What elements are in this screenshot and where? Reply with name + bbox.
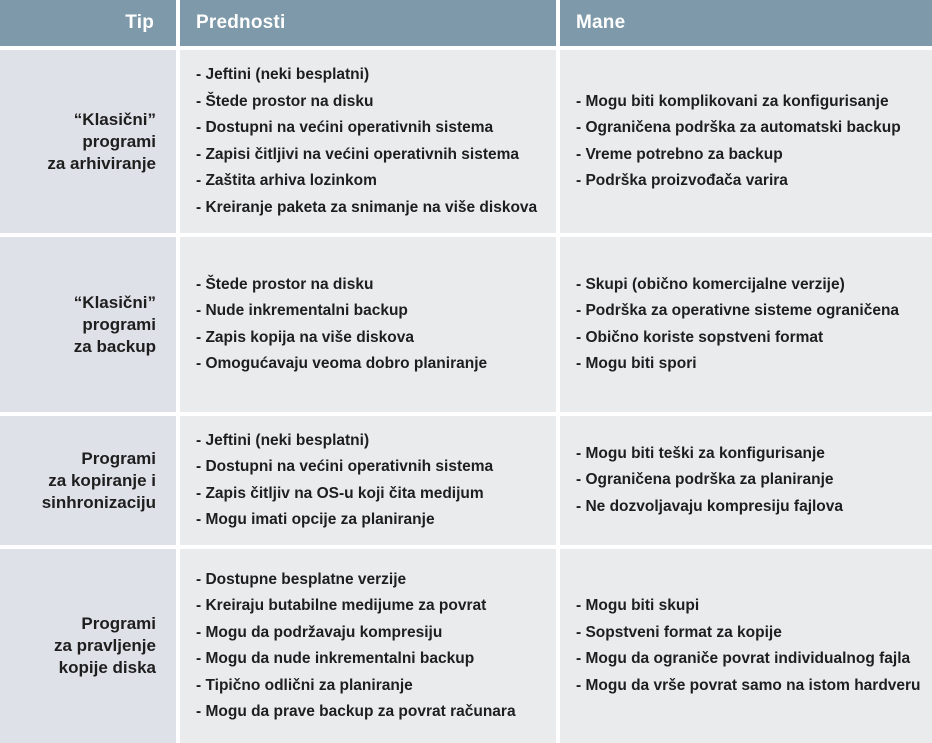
tip-line: za pravljenje (53, 636, 156, 655)
bullet-item: - Podrška proizvođača varira (576, 172, 788, 189)
tip-cell-arhiviranje (0, 50, 176, 233)
bullet-item: - Mogu biti spori (576, 355, 697, 372)
bullet-item: - Dostupni na većini operativnih sistema (196, 458, 494, 475)
bullet-item: - Nude inkrementalni backup (196, 302, 408, 319)
header-mane-label: Mane (576, 12, 626, 33)
mane-cell-arhiviranje (560, 50, 932, 233)
bullet-item: - Mogu da prave backup za povrat računara (196, 703, 516, 720)
tip-cell-backup (0, 237, 176, 412)
bullet-item: - Kreiraju butabilne medijume za povrat (196, 597, 487, 614)
bullet-item: - Ne dozvoljavaju kompresiju fajlova (576, 497, 844, 515)
header-mane (560, 0, 932, 46)
bullet-item: - Vreme potrebno za backup (576, 145, 783, 163)
tip-line: sinhronizaciju (41, 492, 156, 512)
bullet-item: - Mogu biti teški za konfigurisanje (576, 444, 825, 462)
bullet-item: - Mogu da ograniče povrat individualnog fajla (576, 650, 911, 667)
bullet-item: - Štede prostor na disku (196, 92, 374, 110)
tip-line: kopije diska (58, 658, 156, 677)
prednosti-cell-kopija-diska (180, 549, 556, 743)
header-prednosti (180, 0, 556, 46)
tip-line: Programi (81, 448, 156, 468)
bullet-item: - Dostupne besplatne verzije (196, 570, 407, 588)
tip-line: “Klasični” (73, 292, 156, 312)
bullet-item: - Ograničena podrška za planiranje (576, 471, 834, 489)
bullet-item: - Podrška za operativne sisteme ograničena (576, 302, 900, 319)
bullet-item: - Tipično odlični za planiranje (196, 676, 413, 694)
prednosti-cell-kopiranje (180, 416, 556, 545)
tip-line: “Klasični” (73, 109, 156, 129)
bullet-item: - Skupi (obično komercijalne verzije) (576, 275, 845, 293)
bullet-item: - Ograničena podrška za automatski backup (576, 119, 901, 136)
mane-cell-kopija-diska (560, 549, 932, 743)
bullet-item: - Mogu biti komplikovani za konfigurisanje (576, 92, 889, 110)
bullet-item: - Zaštita arhiva lozinkom (196, 172, 377, 189)
bullet-item: - Mogu biti skupi (576, 597, 700, 614)
bullet-item: - Jeftini (neki besplatni) (196, 66, 370, 83)
prednosti-cell-backup (180, 237, 556, 412)
mane-cell-kopiranje (560, 416, 932, 545)
tip-line: Programi (81, 614, 156, 633)
mane-cell-backup (560, 237, 932, 412)
prednosti-cell-arhiviranje (180, 50, 556, 233)
bullet-item: - Mogu da vrše povrat samo na istom hardveru (576, 676, 921, 694)
bullet-item: - Jeftini (neki besplatni) (196, 431, 370, 449)
bullet-item: - Omogućavaju veoma dobro planiranje (196, 355, 488, 372)
bullet-item: - Mogu da nude inkrementalni backup (196, 650, 475, 667)
bullet-item: - Zapis čitljiv na OS-u koji čita medijum (196, 484, 484, 502)
bullet-item: - Zapisi čitljivi na većini operativnih sistema (196, 145, 520, 163)
tip-line: za arhiviranje (47, 153, 156, 173)
tip-line: programi (82, 314, 156, 334)
tip-cell-kopiranje (0, 416, 176, 545)
bullet-item: - Mogu imati opcije za planiranje (196, 511, 435, 528)
header-tip (0, 0, 176, 46)
header-tip-label: Tip (125, 12, 154, 33)
bullet-item: - Obično koriste sopstveni format (576, 328, 824, 346)
bullet-item: - Sopstveni format za kopije (576, 623, 782, 641)
bullet-item: - Mogu da podržavaju kompresiju (196, 623, 443, 641)
bullet-item: - Dostupni na većini operativnih sistema (196, 119, 494, 136)
tip-line: za backup (73, 336, 156, 356)
bullet-item: - Štede prostor na disku (196, 275, 374, 293)
bullet-item: - Kreiranje paketa za snimanje na više diskova (196, 198, 538, 216)
tip-line: za kopiranje i (48, 470, 156, 490)
bullet-item: - Zapis kopija na više diskova (196, 328, 414, 346)
tip-line: programi (82, 131, 156, 151)
header-prednosti-label: Prednosti (196, 12, 286, 33)
tip-cell-kopija-diska (0, 549, 176, 743)
